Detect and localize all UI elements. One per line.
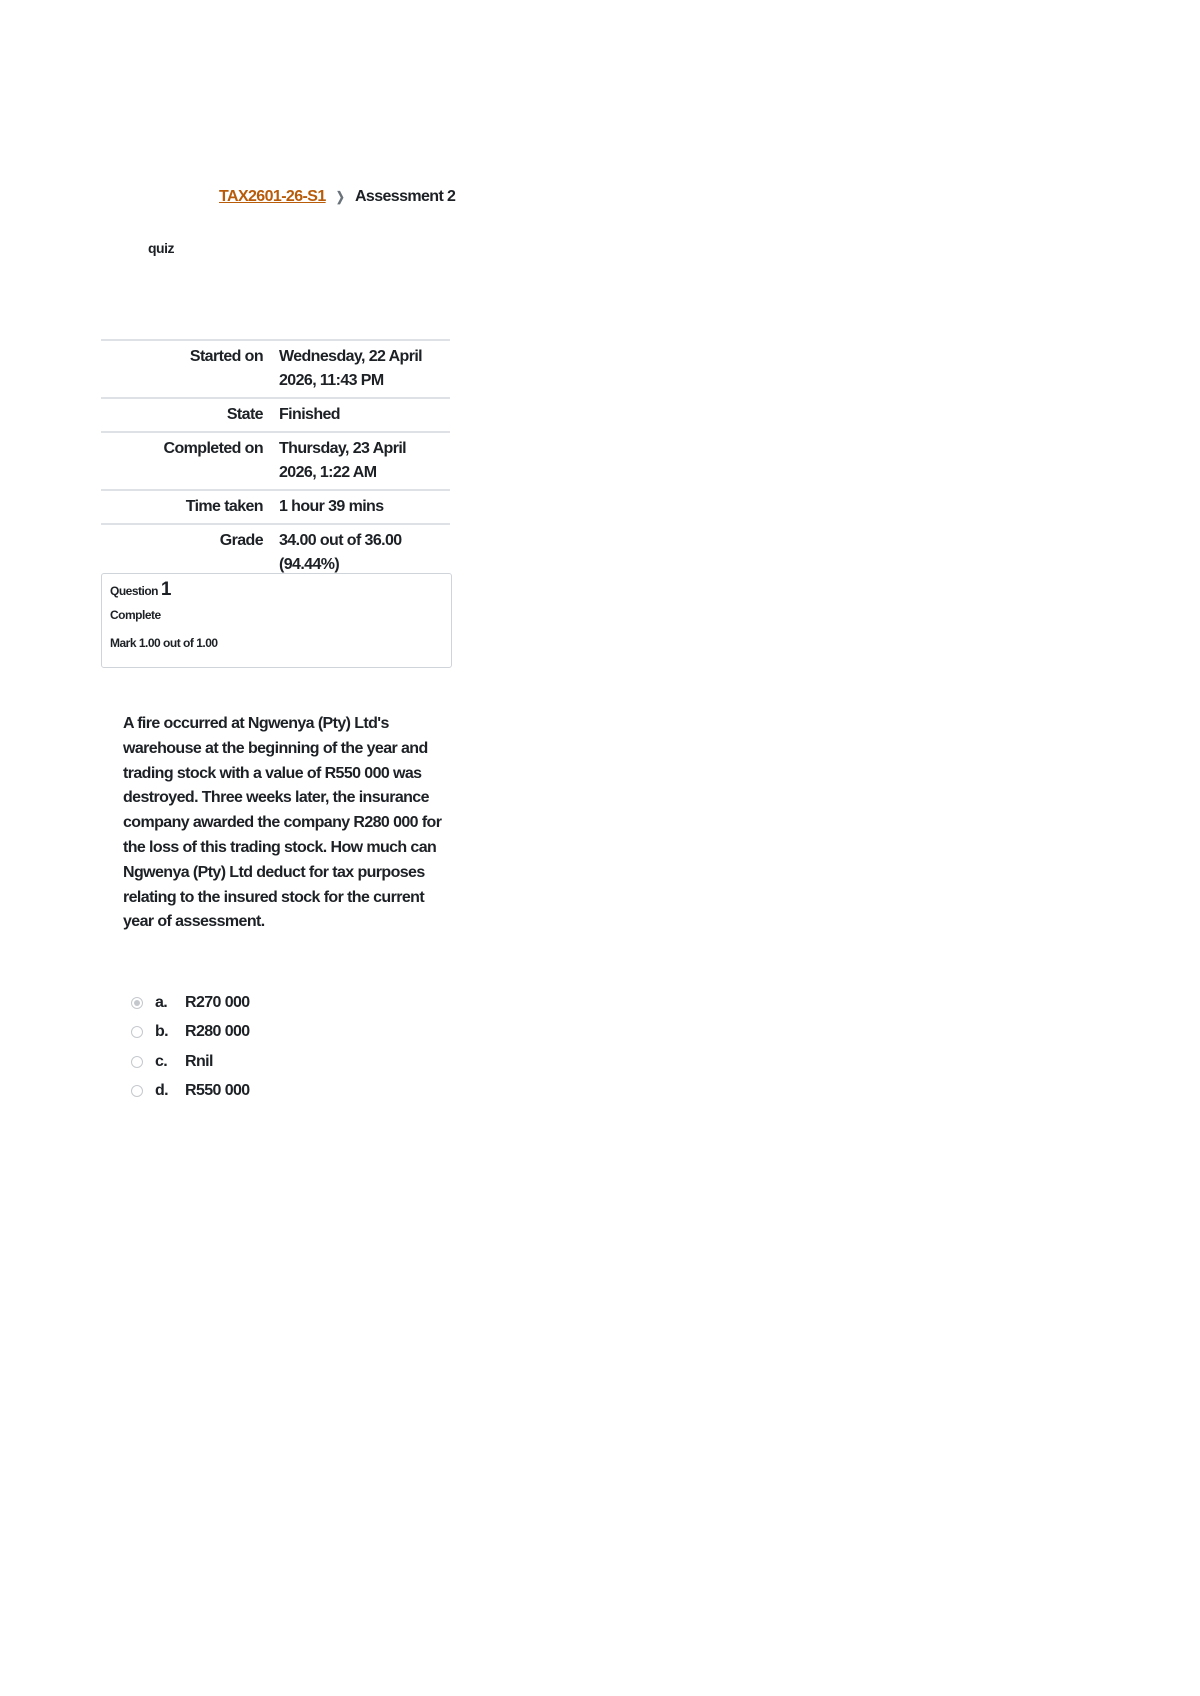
summary-label: State <box>226 406 263 423</box>
chevron-right-icon: ❯ <box>335 189 344 204</box>
question-mark: Mark 1.00 out of 1.00 <box>110 636 218 650</box>
summary-row-state <box>101 398 450 432</box>
summary-value: Thursday, 23 April 2026, 1:22 AM <box>279 440 407 481</box>
answer-option-b[interactable] <box>131 1018 250 1048</box>
answer-letter: c. <box>155 1052 168 1070</box>
question-number-value: 1 <box>160 579 172 600</box>
question-text: A fire occurred at Ngwenya (Pty) Ltd's warehouse at the beginning of the year and trading stock with a value of R550 000 was destroyed. Three weeks later, the insurance company awarded the company R280 000 for the loss of this trading stock. How much can Ngwenya (Pty) Ltd deduct for tax purposes relating to the insured stock for the current year of assessment. <box>123 715 442 931</box>
radio-button-selected[interactable] <box>131 997 143 1009</box>
answer-options <box>131 988 250 1106</box>
summary-row-started-on <box>101 340 450 398</box>
summary-label: Time taken <box>185 498 263 515</box>
summary-label: Grade <box>219 532 263 549</box>
radio-button[interactable] <box>131 1026 143 1038</box>
breadcrumb-current: Assessment 2 <box>354 188 456 205</box>
summary-label: Started on <box>189 348 263 365</box>
summary-label: Completed on <box>163 440 263 457</box>
summary-value: Finished <box>279 406 340 423</box>
question-number <box>110 580 443 601</box>
summary-value: Wednesday, 22 April 2026, 11:43 PM <box>279 348 423 389</box>
answer-option-d[interactable] <box>131 1077 250 1107</box>
answer-text: R550 000 <box>185 1082 250 1100</box>
answer-letter: d. <box>155 1082 169 1100</box>
summary-row-time-taken <box>101 490 450 524</box>
answer-option-a[interactable] <box>131 988 250 1018</box>
question-info-box <box>101 573 452 668</box>
answer-text: R270 000 <box>185 993 250 1011</box>
summary-value: 34.00 out of 36.00 (94.44%) <box>279 532 402 573</box>
quiz-label: quiz <box>148 240 174 256</box>
attempt-summary-table <box>101 339 450 581</box>
summary-value: 1 hour 39 mins <box>279 498 384 515</box>
answer-option-c[interactable] <box>131 1047 250 1077</box>
breadcrumb <box>219 188 455 206</box>
answer-text: R280 000 <box>185 1023 250 1041</box>
radio-button[interactable] <box>131 1056 143 1068</box>
answer-letter: a. <box>155 993 168 1011</box>
answer-text: Rnil <box>185 1052 213 1070</box>
summary-row-completed-on <box>101 432 450 490</box>
question-label: Question <box>110 584 159 598</box>
answer-letter: b. <box>155 1023 169 1041</box>
question-status: Complete <box>110 608 161 622</box>
radio-button[interactable] <box>131 1085 143 1097</box>
breadcrumb-course-link[interactable]: TAX2601-26-S1 <box>219 188 326 205</box>
